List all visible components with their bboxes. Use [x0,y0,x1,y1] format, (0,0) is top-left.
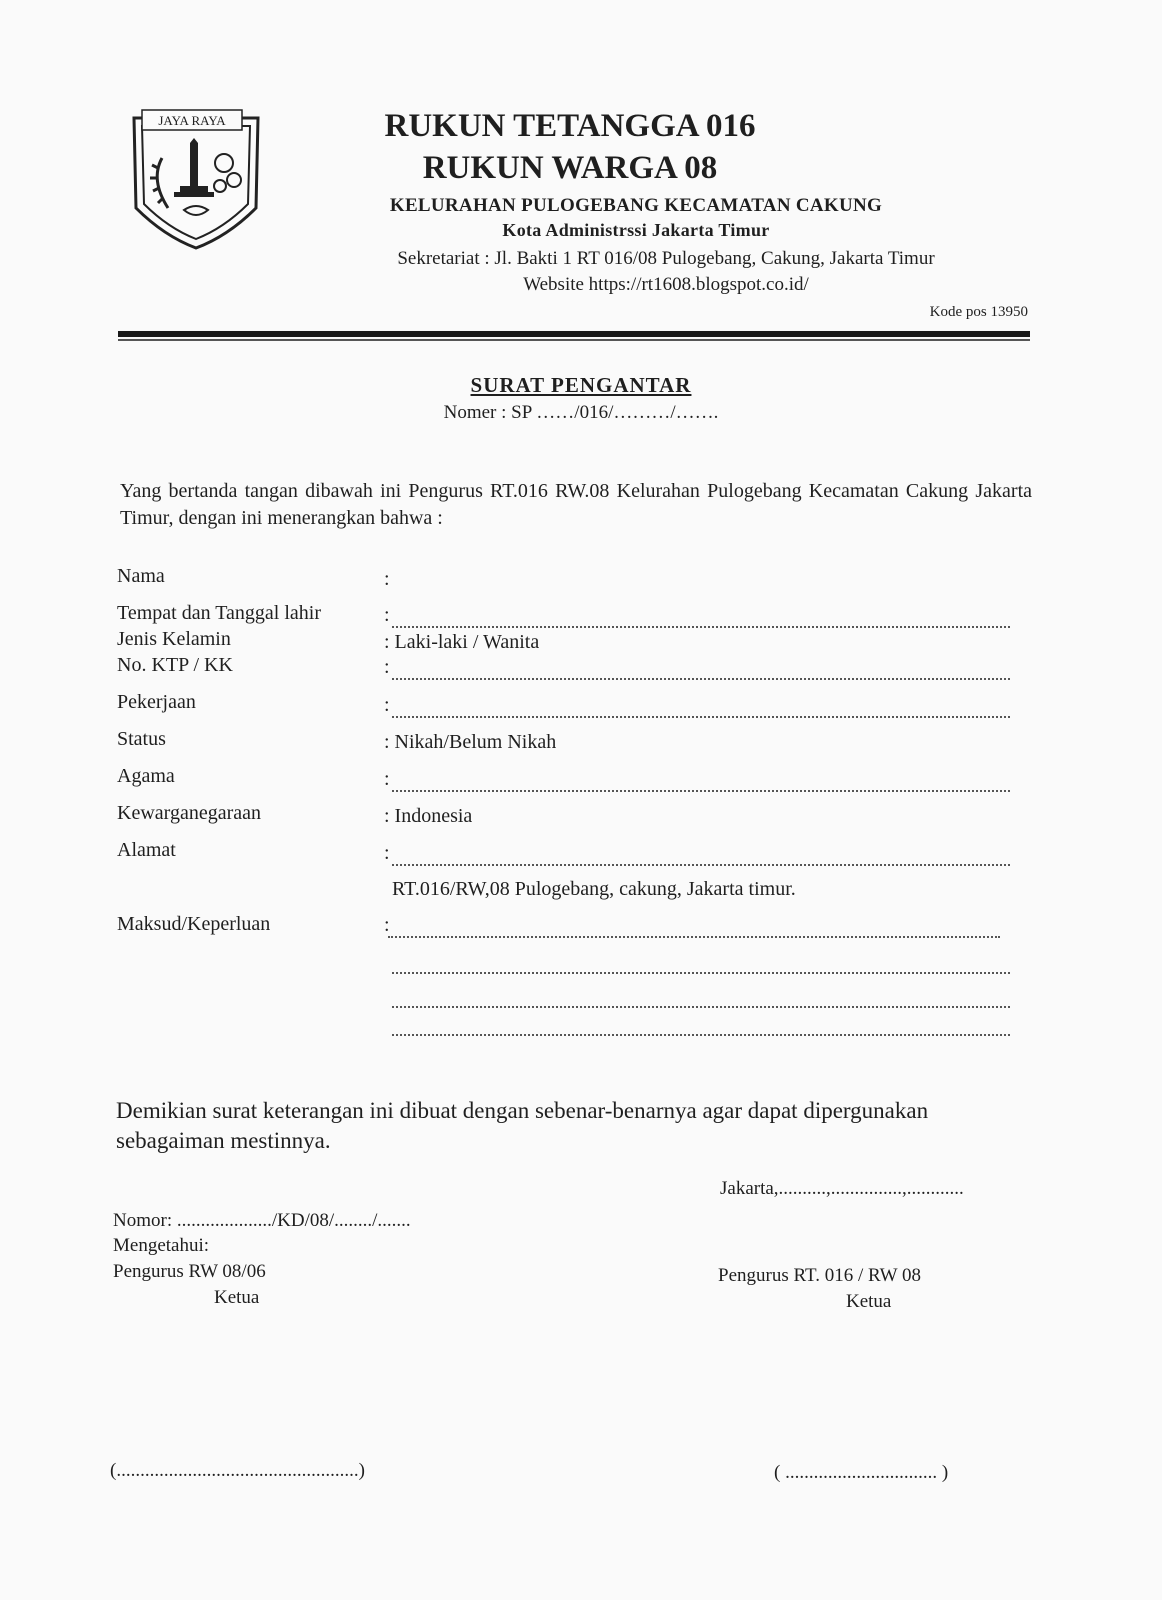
field-dots-maksud-1 [388,936,1000,938]
rw-title: Pengurus RW 08/06 [113,1261,266,1282]
rt-role: Ketua [846,1291,892,1312]
svg-text:JAYA RAYA: JAYA RAYA [158,113,226,128]
field-dots-ttl [392,626,1010,628]
kelurahan-heading: KELURAHAN PULOGEBANG KECAMATAN CAKUNG [389,195,883,216]
header-rule-thick [118,331,1030,337]
field-dots-alamat [392,864,1010,866]
field-dots-maksud-2 [392,972,1010,974]
field-label-ttl: Tempat dan Tanggal lahir [117,602,321,624]
website-text: Website https://rt1608.blogspot.co.id/ [523,274,809,295]
rw-role: Ketua [214,1287,260,1308]
rt-title: Pengurus RT. 016 / RW 08 [718,1265,921,1286]
field-value-warga: : Indonesia [384,805,473,827]
kota-heading: Kota Administrssi Jakarta Timur [502,220,770,240]
rw-signature-name: (...................................................) [110,1460,365,1481]
field-dots-agama [392,790,1010,792]
field-label-status: Status [117,728,166,750]
field-value-status: : Nikah/Belum Nikah [384,731,557,753]
rw-letter-number: Nomor: ..................../KD/08/......../....... [113,1210,411,1231]
field-dots-maksud-3 [392,1006,1010,1008]
field-label-maksud: Maksud/Keperluan [117,913,271,935]
field-label-warga: Kewarganegaraan [117,802,261,824]
place-date: Jakarta,..........,...............,............ [720,1178,964,1199]
field-value-ktp: : [384,656,390,678]
field-dots-pekerjaan [392,716,1010,718]
closing-paragraph: Demikian surat keterangan ini dibuat dengan sebenar-benarnya agar dapat dipergunakan sebagaiman mestinnya. [116,1098,929,1153]
field-value-maksud: : [384,914,390,936]
field-value-pekerjaan: : [384,694,390,716]
rt-signature-name: ( ................................ ) [774,1462,949,1483]
field-label-nama: Nama [117,565,165,587]
field-value-agama: : [384,768,390,790]
field-label-agama: Agama [117,765,175,787]
field-label-alamat: Alamat [117,839,176,861]
letter-title: SURAT PENGANTAR [470,373,692,397]
field-label-pekerjaan: Pekerjaan [117,691,196,713]
field-label-ktp: No. KTP / KK [117,654,233,676]
field-dots-maksud-4 [392,1034,1010,1036]
field-dots-ktp [392,678,1010,680]
field-value-alamat: : [384,842,390,864]
postcode: Kode pos 13950 [929,304,1028,320]
secretariat-address: Sekretariat : Jl. Bakti 1 RT 016/08 Pulogebang, Cakung, Jakarta Timur [397,248,935,269]
letter-number: Nomer : SP ……/016/………/……. [443,402,719,423]
rw-known-label: Mengetahui: [113,1235,210,1256]
header-rule-thin [118,339,1030,341]
field-value-alamat-line2: RT.016/RW,08 Pulogebang, cakung, Jakarta timur. [392,878,796,900]
field-label-jk: Jenis Kelamin [117,628,231,650]
field-value-ttl: : [384,604,390,626]
intro-paragraph: Yang bertanda tangan dibawah ini Pengurus RT.016 RW.08 Kelurahan Pulogebang Kecamatan Cakung Jakarta Timur, dengan ini menerangkan bahwa : [120,480,1032,529]
field-value-jk: : Laki-laki / Wanita [384,631,540,653]
rw-heading: RUKUN WARGA 08 [422,150,718,186]
field-value-nama: : [384,568,390,590]
rt-heading: RUKUN TETANGGA 016 [384,108,756,144]
